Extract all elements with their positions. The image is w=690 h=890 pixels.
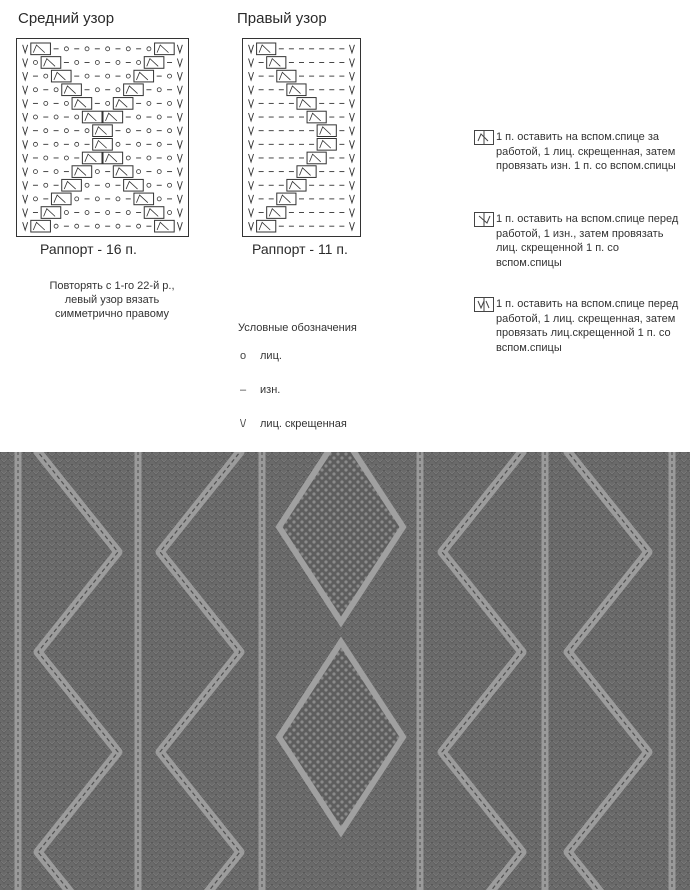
- knit-stitch: [106, 47, 110, 51]
- twisted-stitch: [249, 195, 254, 203]
- twisted-stitch: [349, 99, 354, 107]
- knit-stitch: [44, 156, 48, 160]
- knit-stitch: [54, 88, 58, 92]
- right-pattern-title: Правый узор: [237, 10, 327, 27]
- cable-right-icon: [474, 130, 494, 145]
- knit-stitch: [157, 115, 161, 119]
- twisted-stitch: [23, 209, 28, 217]
- knit-symbol-icon: o: [240, 350, 247, 362]
- knit-stitch: [33, 142, 37, 146]
- cable-mark: [157, 45, 168, 53]
- twisted-stitch: [177, 99, 182, 107]
- twisted-stitch: [349, 113, 354, 121]
- middle-pattern-note: Повторять с 1-го 22-й р., левый узор вязать симметрично правому: [49, 280, 175, 320]
- cable-mark: [126, 181, 137, 189]
- knit-stitch: [106, 211, 110, 215]
- cable-mark: [310, 154, 321, 162]
- cable-key-3: [496, 297, 686, 355]
- knit-stitch: [75, 197, 79, 201]
- cable-mark: [279, 72, 290, 80]
- cable-mark: [310, 113, 321, 121]
- knit-stitch: [116, 60, 120, 64]
- cable-mark: [33, 222, 44, 230]
- cable-mark: [54, 72, 65, 80]
- twisted-stitch: [349, 58, 354, 66]
- knit-stitch: [95, 224, 99, 228]
- twisted-stitch: [249, 99, 254, 107]
- knit-stitch: [168, 74, 172, 78]
- knit-stitch: [33, 88, 37, 92]
- knit-stitch: [54, 170, 58, 174]
- cable-left-knit-icon: [474, 297, 494, 312]
- twisted-stitch: [177, 181, 182, 189]
- cable-mark: [279, 195, 290, 203]
- cable-mark: [75, 100, 86, 108]
- cable-mark: [116, 168, 127, 176]
- twisted-stitch: [349, 45, 354, 53]
- knit-stitch: [75, 142, 79, 146]
- twisted-stitch: [177, 58, 182, 66]
- knit-stitch: [168, 156, 172, 160]
- twisted-stitch: [249, 86, 254, 94]
- knit-stitch: [95, 197, 99, 201]
- twisted-stitch: [23, 127, 28, 135]
- knit-stitch: [137, 224, 141, 228]
- knit-stitch: [54, 224, 58, 228]
- twisted-stitch: [23, 99, 28, 107]
- cable-mark: [85, 113, 96, 121]
- knit-stitch: [126, 156, 130, 160]
- legend-label-twisted: лиц. скрещенная: [260, 418, 347, 430]
- twisted-stitch: [249, 72, 254, 80]
- twisted-stitch: [349, 72, 354, 80]
- legend-item-purl: [240, 384, 280, 396]
- cable-key-1: [496, 130, 686, 174]
- cable-mark: [269, 209, 280, 217]
- cable-mark: [259, 45, 270, 53]
- middle-pattern-title: Средний узор: [18, 10, 115, 27]
- twisted-stitch: [177, 86, 182, 94]
- legend-label-purl: изн.: [260, 384, 281, 396]
- knit-stitch: [95, 60, 99, 64]
- twisted-stitch: [23, 222, 28, 230]
- knit-stitch: [64, 47, 68, 51]
- legend-label-knit: лиц.: [260, 350, 282, 362]
- cable-mark: [320, 127, 331, 135]
- twisted-stitch: [23, 45, 28, 53]
- knit-stitch: [106, 101, 110, 105]
- twisted-stitch: [177, 209, 182, 217]
- knit-stitch: [137, 115, 141, 119]
- knit-stitch: [116, 224, 120, 228]
- cable-mark: [320, 141, 331, 149]
- right-pattern-grid: [243, 39, 360, 236]
- knit-stitch: [64, 101, 68, 105]
- knit-stitch: [126, 74, 130, 78]
- cable-left-purl-icon: [474, 212, 494, 227]
- twisted-stitch: [23, 113, 28, 121]
- twisted-stitch: [349, 127, 354, 135]
- twisted-stitch: [349, 86, 354, 94]
- twisted-stitch: [177, 168, 182, 176]
- knit-stitch: [85, 129, 89, 133]
- twisted-stitch: [23, 72, 28, 80]
- cable-mark: [64, 181, 75, 189]
- cable-mark: [116, 100, 127, 108]
- knit-stitch: [126, 211, 130, 215]
- middle-pattern-grid: [17, 39, 188, 236]
- purl-symbol-icon: –: [240, 384, 247, 396]
- twisted-stitch: [349, 181, 354, 189]
- twisted-stitch: [23, 181, 28, 189]
- cable-mark: [289, 181, 300, 189]
- knit-stitch: [33, 170, 37, 174]
- knit-stitch: [147, 156, 151, 160]
- knit-stitch: [33, 115, 37, 119]
- fabric-illustration: [0, 452, 690, 890]
- twisted-stitch: [177, 45, 182, 53]
- knit-stitch: [168, 129, 172, 133]
- knit-stitch: [106, 183, 110, 187]
- twisted-stitch: [249, 209, 254, 217]
- knit-stitch: [44, 101, 48, 105]
- knit-stitch: [157, 197, 161, 201]
- twisted-stitch: [249, 113, 254, 121]
- cable-mark: [157, 222, 168, 230]
- twisted-stitch: [249, 45, 254, 53]
- twisted-stitch: [249, 58, 254, 66]
- twisted-stitch: [23, 195, 28, 203]
- cable-mark: [147, 209, 158, 217]
- knit-stitch: [137, 142, 141, 146]
- cable-mark: [106, 154, 117, 162]
- cable-mark: [299, 100, 310, 108]
- knit-stitch: [168, 101, 172, 105]
- cable-mark: [126, 86, 137, 94]
- cable-mark: [44, 59, 55, 67]
- cable-mark: [299, 168, 310, 176]
- knit-stitch: [85, 47, 89, 51]
- legend-title: Условные обозначения: [238, 322, 357, 334]
- knit-stitch: [116, 88, 120, 92]
- twisted-stitch: [177, 195, 182, 203]
- right-pattern-repeat: Раппорт - 11 п.: [252, 241, 348, 257]
- twisted-symbol-icon: \/: [240, 418, 247, 430]
- cable-mark: [136, 72, 147, 80]
- knit-stitch: [95, 88, 99, 92]
- knit-stitch: [106, 74, 110, 78]
- knit-stitch: [85, 74, 89, 78]
- cable-mark: [289, 86, 300, 94]
- knit-stitch: [33, 60, 37, 64]
- twisted-stitch: [249, 222, 254, 230]
- twisted-stitch: [177, 222, 182, 230]
- twisted-stitch: [349, 222, 354, 230]
- cable-key-1-text: 1 п. оставить на вспом.спице за работой, 1 лиц. скрещенная, затем провязать изн. 1 п. со вспом.спицы: [496, 131, 676, 172]
- knit-stitch: [157, 142, 161, 146]
- twisted-stitch: [177, 140, 182, 148]
- knit-stitch: [85, 183, 89, 187]
- twisted-stitch: [349, 209, 354, 217]
- twisted-stitch: [177, 113, 182, 121]
- middle-pattern-chart: [16, 38, 189, 237]
- knit-stitch: [64, 211, 68, 215]
- twisted-stitch: [23, 86, 28, 94]
- cable-mark: [85, 154, 96, 162]
- knit-stitch: [44, 183, 48, 187]
- legend-item-knit: [240, 350, 282, 362]
- knit-stitch: [44, 74, 48, 78]
- knit-stitch: [75, 115, 79, 119]
- cable-mark: [95, 127, 106, 135]
- knit-stitch: [116, 142, 120, 146]
- twisted-stitch: [249, 168, 254, 176]
- knit-stitch: [95, 170, 99, 174]
- cable-mark: [269, 59, 280, 67]
- knit-stitch: [147, 129, 151, 133]
- twisted-stitch: [23, 58, 28, 66]
- knit-stitch: [64, 156, 68, 160]
- knit-stitch: [137, 170, 141, 174]
- cable-mark: [75, 168, 86, 176]
- twisted-stitch: [349, 140, 354, 148]
- cable-mark: [106, 113, 117, 121]
- knit-stitch: [168, 183, 172, 187]
- twisted-stitch: [249, 181, 254, 189]
- knit-stitch: [157, 88, 161, 92]
- twisted-stitch: [249, 127, 254, 135]
- cable-key-2-text: 1 п. оставить на вспом.спице перед работой, 1 изн., затем провязать лиц. скрещенной 1 п. со вспом.спицы: [496, 213, 679, 269]
- cable-key-3-text: 1 п. оставить на вспом.спице перед работой, 1 лиц. скрещенная, затем провязать лиц.скрещенной 1 п. со вспом.спицы: [496, 298, 679, 354]
- legend-item-twisted: [240, 418, 347, 430]
- knit-stitch: [64, 129, 68, 133]
- knit-stitch: [33, 197, 37, 201]
- cable-mark: [54, 195, 65, 203]
- knit-stitch: [147, 183, 151, 187]
- twisted-stitch: [349, 195, 354, 203]
- knit-stitch: [85, 211, 89, 215]
- right-pattern-chart: [242, 38, 361, 237]
- cable-mark: [95, 141, 106, 149]
- twisted-stitch: [23, 168, 28, 176]
- twisted-stitch: [249, 140, 254, 148]
- twisted-stitch: [349, 154, 354, 162]
- twisted-stitch: [249, 154, 254, 162]
- knit-stitch: [126, 129, 130, 133]
- knit-stitch: [126, 47, 130, 51]
- knit-stitch: [137, 60, 141, 64]
- knit-stitch: [54, 115, 58, 119]
- knit-stitch: [147, 47, 151, 51]
- twisted-stitch: [177, 154, 182, 162]
- cable-mark: [136, 195, 147, 203]
- cable-key-2: [496, 212, 686, 270]
- cable-mark: [259, 222, 270, 230]
- knit-stitch: [44, 129, 48, 133]
- twisted-stitch: [349, 168, 354, 176]
- knit-stitch: [168, 211, 172, 215]
- cable-mark: [64, 86, 75, 94]
- cable-mark: [33, 45, 44, 53]
- knit-stitch: [157, 170, 161, 174]
- cable-mark: [147, 59, 158, 67]
- twisted-stitch: [23, 140, 28, 148]
- knit-stitch: [147, 101, 151, 105]
- twisted-stitch: [23, 154, 28, 162]
- knit-stitch: [54, 142, 58, 146]
- knit-stitch: [116, 197, 120, 201]
- twisted-stitch: [177, 72, 182, 80]
- middle-pattern-repeat: Раппорт - 16 п.: [40, 241, 137, 257]
- knit-stitch: [75, 224, 79, 228]
- cable-mark: [44, 209, 55, 217]
- knit-stitch: [75, 60, 79, 64]
- knitted-fabric-photo: [0, 452, 690, 890]
- twisted-stitch: [177, 127, 182, 135]
